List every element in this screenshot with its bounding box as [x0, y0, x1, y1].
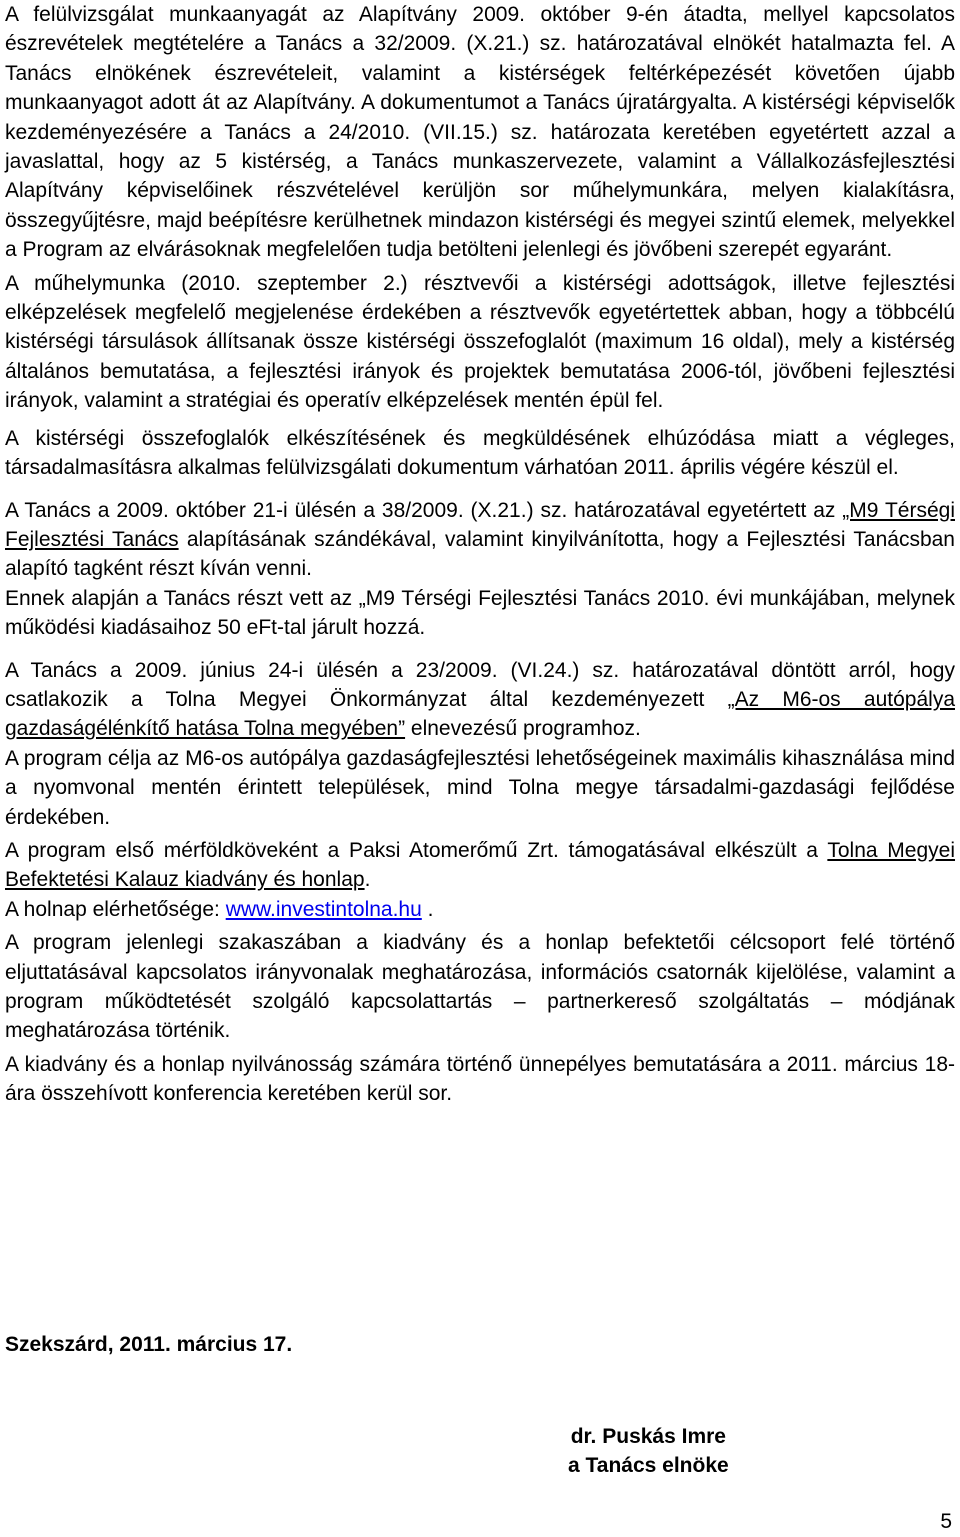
paragraph-website	[5, 895, 955, 924]
text-segment: A program első mérföldköveként a Paksi Atomerőmű Zrt. támogatásával elkészült a	[5, 838, 828, 862]
signer-title: a Tanács elnöke	[568, 1454, 729, 1477]
paragraph-summaries-delay: A kistérségi összefoglalók elkészítésének és megküldésének elhúzódása miatt a végleges, társadalmasításra alkalmas felülvizsgálati dokumentum várhatóan 2011. április végére készül el.	[5, 426, 955, 480]
text-segment: A Tanács a 2009. október 21-i ülésén a 38/2009. (X.21.) sz. határozatával egyetértett az	[5, 498, 843, 522]
text-segment: elnevezésű programhoz.	[405, 717, 641, 741]
signer-name: dr. Puskás Imre	[570, 1425, 726, 1448]
investment-guide-name: Tolna Megyei Befektetési Kalauz kiadvány és honlap	[5, 838, 956, 892]
paragraph-program-goal: A program célja az M6-os autópálya gazdaságfejlesztési lehetőségeinek maximális kihasználása mind a nyomvonal mentén érintett települések, mind Tolna megye társadalmi-gazdasági fejlődése érdekében.	[5, 746, 955, 829]
text-segment: alapításának szándékával, valamint kinyilvánította, hogy a Fejlesztési Tanácsban alapító tagként részt kíván venni.	[5, 527, 955, 581]
text-segment: .	[364, 868, 371, 892]
paragraph-m9-contribution: Ennek alapján a Tanács részt vett az „M9 Térségi Fejlesztési Tanács 2010. évi munkájában, melynek működési kiadásaihoz 50 eFt-tal járult hozzá.	[5, 586, 955, 640]
m9-council-name: „M9 Térségi Fejlesztési Tanács	[5, 498, 955, 551]
website-link[interactable]: www.investintolna.hu	[225, 897, 422, 921]
signature-block	[568, 1422, 729, 1480]
place-date: Szekszárd, 2011. március 17.	[5, 1333, 293, 1356]
paragraph-current-phase: A program jelenlegi szakaszában a kiadvány és a honlap befektetői célcsoport felé történő eljuttatásával kapcsolatos irányvonalak meghatározása, információs csatornák kijelölése, valamint a program működtetését szolgáló kapcsolattartás – partnerkereső szolgáltatás – módjának meghatározása történik.	[5, 931, 955, 1043]
text-segment: .	[421, 897, 434, 921]
page-number: 5	[940, 1510, 952, 1533]
document-page	[5, 0, 955, 1109]
paragraph-conference: A kiadvány és a honlap nyilvánosság számára történő ünnepélyes bemutatására a 2011. március 18-ára összehívott konferencia keretében kerül sor.	[5, 1052, 955, 1106]
text-segment: A Tanács a 2009. június 24-i ülésén a 23/2009. (VI.24.) sz. határozatával döntött arról, hogy csatlakozik a Tolna Megyei Önkormányzat által kezdeményezett	[5, 658, 955, 711]
m6-program-name: „Az M6-os autópálya gazdaságélénkítő hatása Tolna megyében”	[5, 687, 955, 741]
paragraph-m6-program	[5, 656, 955, 744]
paragraph-milestone	[5, 836, 955, 895]
text-segment: A holnap elérhetősége:	[5, 897, 226, 921]
paragraph-m9-council	[5, 496, 955, 584]
paragraph-workshop: A műhelymunka (2010. szeptember 2.) résztvevői a kistérségi adottságok, illetve fejlesztési elképzelések megfelelő megjelenése érdekében a résztvevők egyetértettek abban, hogy a többcélú kistérségi társulások állítsanak össze kistérségi összefoglalót (maximum 16 oldal), mely a kistérség általános bemutatása, a fejlesztési irányok és projektek bemutatása 2006-tól, jövőbeni fejlesztési irányok, valamint a stratégiai és operatív elképzelések mentén épül fel.	[5, 271, 955, 413]
paragraph-review-history: A felülvizsgálat munkaanyagát az Alapítvány 2009. október 9-én átadta, mellyel kapcsolatos észrevételek megtételére a Tanács a 32/2009. (X.21.) sz. határozatával elnökét hatalmazta fel. A Tanács elnökének észrevételeit, valamint a kistérségek feltérképezését követően újabb munkaanyagot adott át az Alapítvány. A dokumentumot a Tanács újratárgyalta. A kistérségi képviselők kezdeményezésére a Tanács a 24/2010. (VII.15.) sz. határozata keretében egyetértett azzal a javaslattal, hogy az 5 kistérség, a Tanács munkaszervezete, valamint a Vállalkozásfejlesztési Alapítvány képviselőinek részvételével kerüljön sor műhelymunkára, melyen kialakításra, összegyűjtésre, majd beépítésre kerülhetnek mindazon kistérségi és megyei szintű elemek, melyekkel a Program az elvárásoknak megfelelően tudja betölteni jelenlegi és jövőbeni szerepét egyaránt.	[5, 3, 955, 262]
